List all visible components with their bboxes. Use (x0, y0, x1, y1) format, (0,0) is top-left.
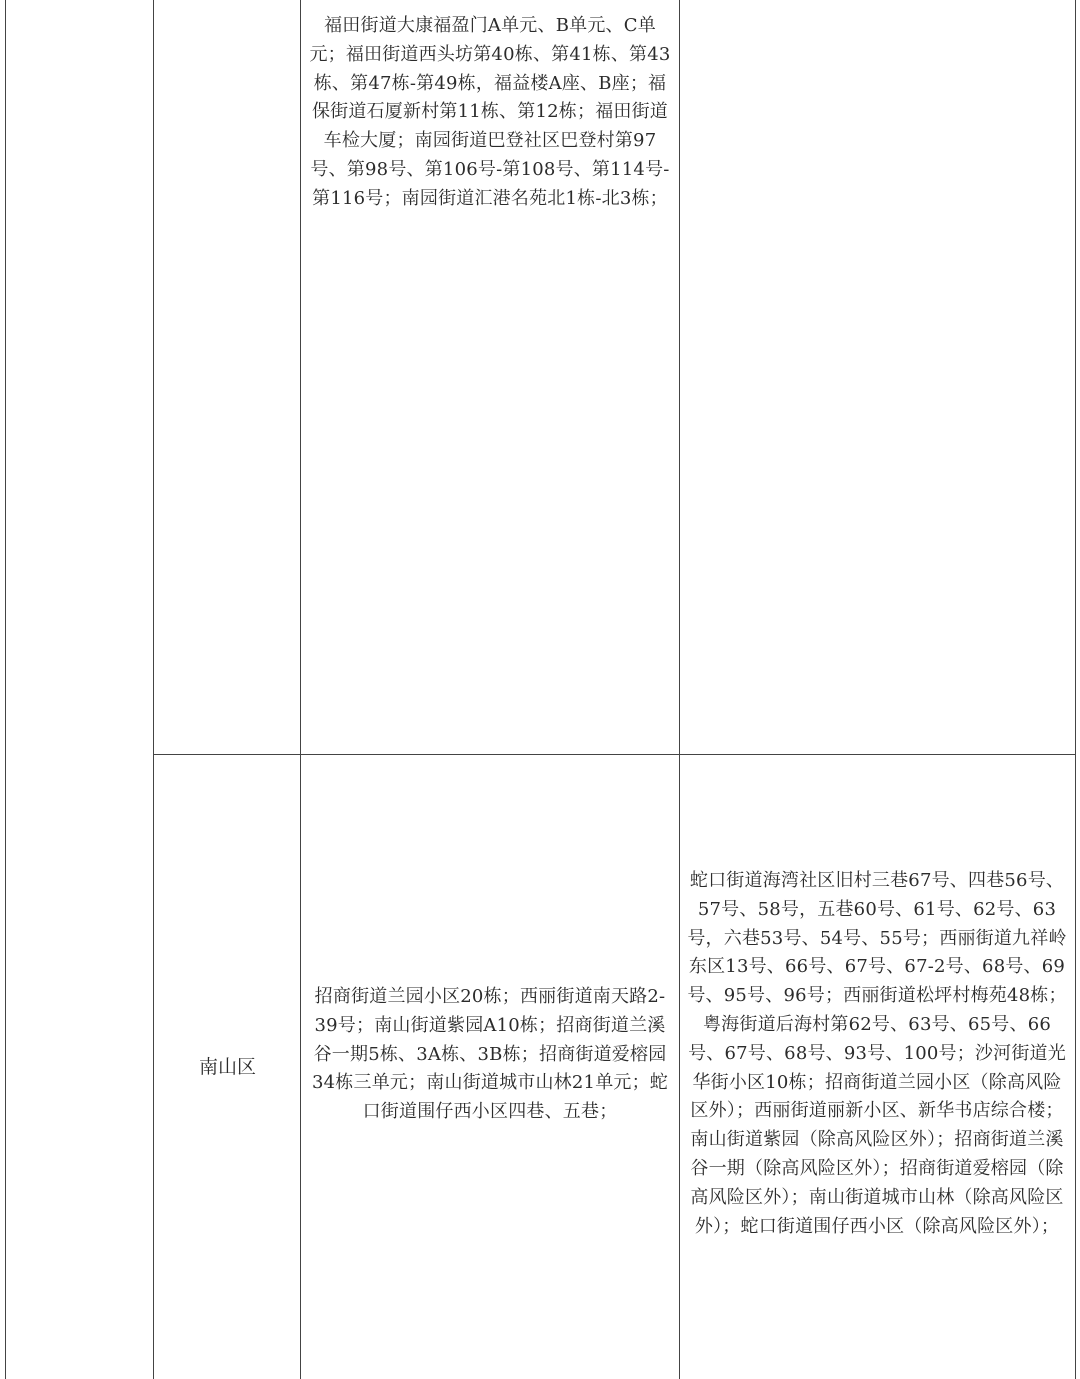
district-cell: 南山区 (198, 1056, 256, 1078)
table-column-divider-1 (153, 0, 154, 1379)
table-border-left (5, 0, 6, 1379)
table-column-divider-2 (300, 0, 301, 1379)
low-risk-areas-cell: 蛇口街道海湾社区旧村三巷67号、四巷56号、57号、58号，五巷60号、61号、62号、63号，六巷53号、54号、55号；西丽街道九祥岭东区13号、66号、67号、67-2号、68号、69号、95号、96号；西丽街道松坪村梅苑48栋；粤海街道后海村第62号、63号、65号、66号、67号、68号、93号、100号；沙河街道光华街小区10栋；招商街道兰园小区（除高风险区外）；西丽街道丽新小区、新华书店综合楼；南山街道紫园（除高风险区外）；招商街道兰溪谷一期（除高风险区外）；招商街道爱榕园（除高风险区外）；南山街道城市山林（除高风险区外）；蛇口街道围仔西小区（除高风险区外）； (687, 870, 1067, 1237)
table-border-right (1075, 0, 1076, 1379)
table-row-divider (153, 754, 1076, 755)
table-column-divider-3 (679, 0, 680, 1379)
medium-risk-areas-cell: 福田街道大康福盈门A单元、B单元、C单元；福田街道西头坊第40栋、第41栋、第43栋、第47栋-第49栋，福益楼A座、B座；福保街道石厦新村第11栋、第12栋；福田街道车检大厦；南园街道巴登社区巴登村第97号、第98号、第106号-第108号、第114号-第116号；南园街道汇港名苑北1栋-北3栋； (309, 15, 671, 209)
medium-risk-areas-cell: 招商街道兰园小区20栋；西丽街道南天路2-39号；南山街道紫园A10栋；招商街道兰溪谷一期5栋、3A栋、3B栋；招商街道爱榕园34栋三单元；南山街道城市山林21单元；蛇口街道围仔西小区四巷、五巷； (311, 986, 668, 1123)
